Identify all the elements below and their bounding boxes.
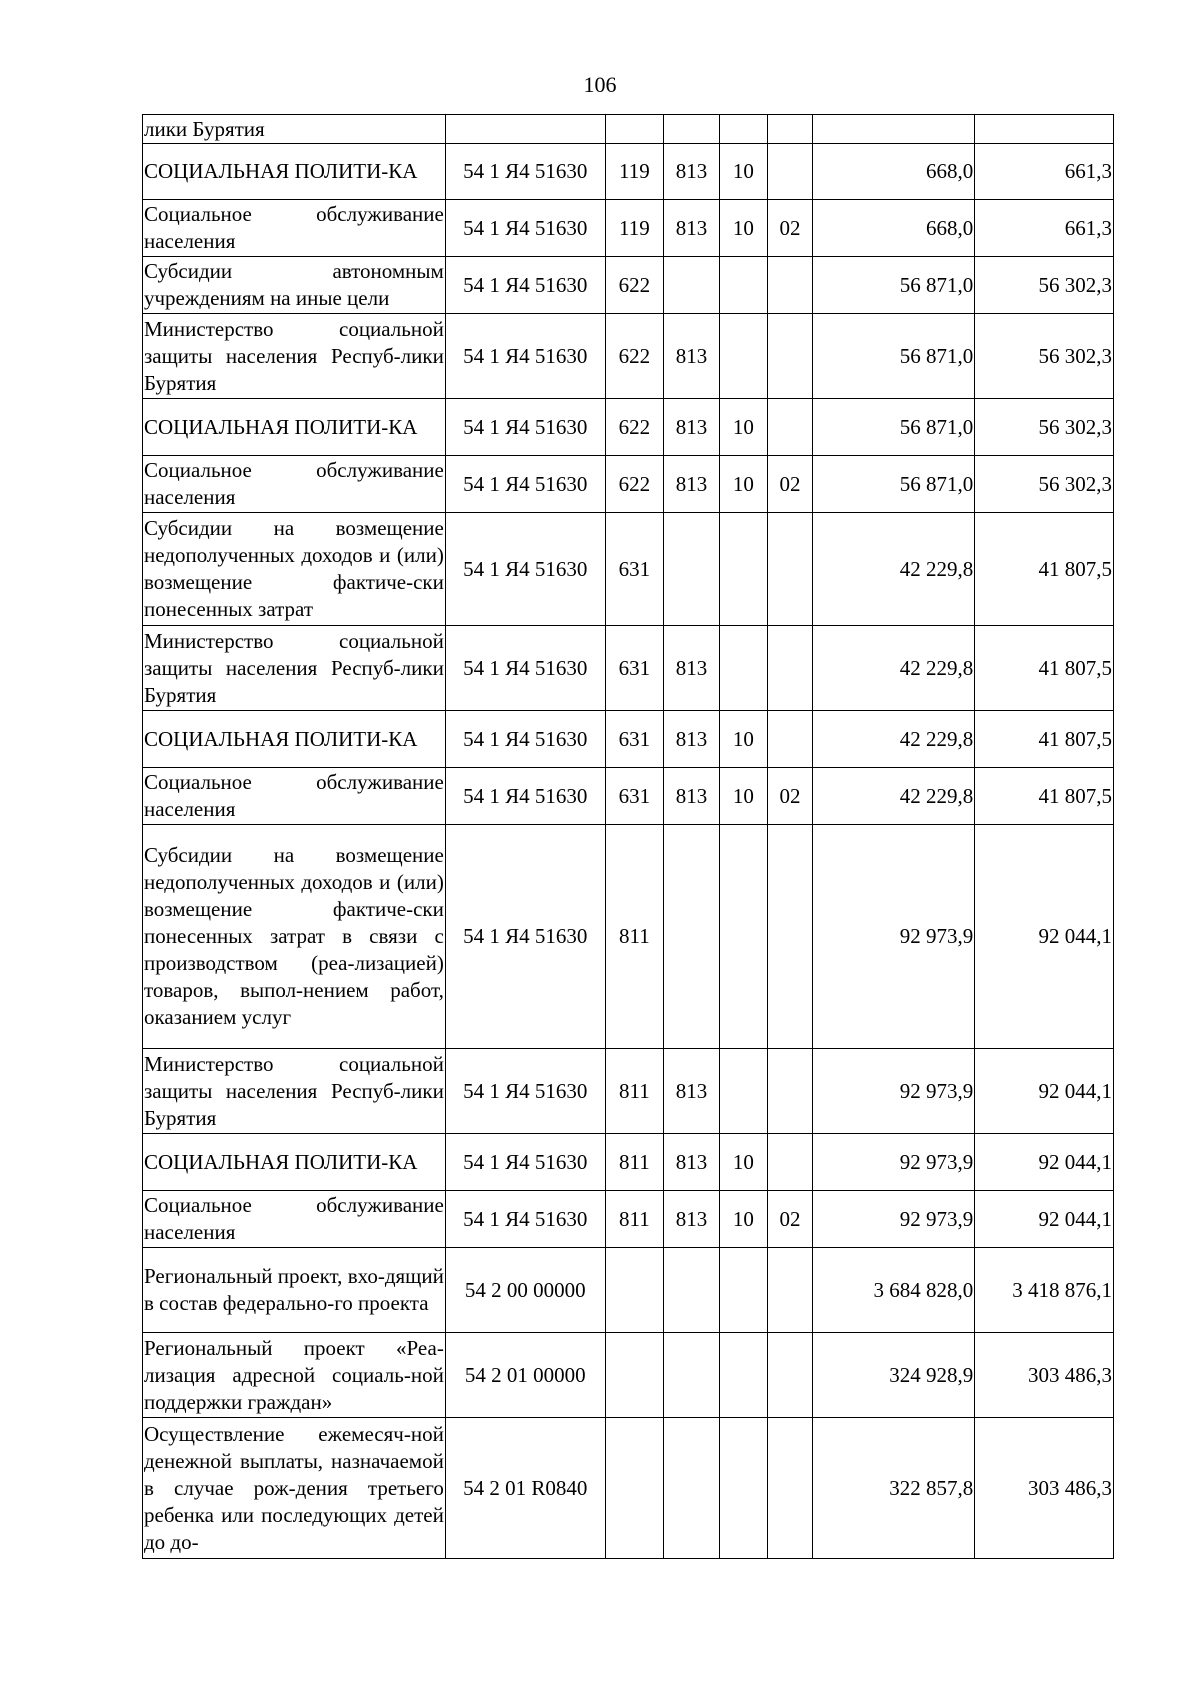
- table-row: [143, 1191, 1114, 1248]
- row-gr: 813: [663, 1191, 719, 1248]
- row-gr: [663, 1333, 719, 1418]
- row-vr: 631: [605, 626, 663, 711]
- row-sum-1: 92 973,9: [813, 1134, 975, 1191]
- row-code: [445, 115, 605, 144]
- table-body: [143, 115, 1114, 1559]
- row-sum-1: [813, 115, 975, 144]
- table-row: [143, 1333, 1114, 1418]
- table-row: [143, 257, 1114, 314]
- table-row: [143, 144, 1114, 200]
- row-rz: 10: [720, 399, 768, 456]
- table-row: [143, 711, 1114, 768]
- table-row: [143, 626, 1114, 711]
- row-gr: 813: [663, 399, 719, 456]
- row-code: 54 1 Я4 51630: [445, 1134, 605, 1191]
- row-vr: 811: [605, 825, 663, 1049]
- row-pr: [767, 1418, 813, 1559]
- table-row: [143, 1248, 1114, 1333]
- row-gr: 813: [663, 144, 719, 200]
- row-vr: 631: [605, 513, 663, 626]
- row-vr: 622: [605, 314, 663, 399]
- row-gr: 813: [663, 1134, 719, 1191]
- row-code: 54 1 Я4 51630: [445, 314, 605, 399]
- row-rz: 10: [720, 456, 768, 513]
- row-sum-1: 92 973,9: [813, 1049, 975, 1134]
- row-sum-1: 56 871,0: [813, 257, 975, 314]
- row-sum-2: 41 807,5: [975, 768, 1114, 825]
- table-row: [143, 200, 1114, 257]
- row-vr: [605, 1418, 663, 1559]
- row-sum-1: 3 684 828,0: [813, 1248, 975, 1333]
- row-pr: [767, 115, 813, 144]
- row-code: 54 1 Я4 51630: [445, 456, 605, 513]
- row-sum-1: 42 229,8: [813, 711, 975, 768]
- row-name: Министерство социальной защиты населения Респуб-лики Бурятия: [143, 626, 446, 711]
- row-sum-1: 42 229,8: [813, 513, 975, 626]
- row-code: 54 2 01 00000: [445, 1333, 605, 1418]
- row-name: Министерство социальной защиты населения Респуб-лики Бурятия: [143, 1049, 446, 1134]
- row-sum-2: 41 807,5: [975, 626, 1114, 711]
- row-name: Социальное обслуживание населения: [143, 200, 446, 257]
- row-gr: 813: [663, 456, 719, 513]
- row-sum-1: 56 871,0: [813, 399, 975, 456]
- row-vr: 631: [605, 711, 663, 768]
- row-name: Министерство социальной защиты населения Респуб-лики Бурятия: [143, 314, 446, 399]
- row-sum-1: 322 857,8: [813, 1418, 975, 1559]
- row-sum-1: 92 973,9: [813, 825, 975, 1049]
- row-rz: [720, 1333, 768, 1418]
- row-sum-2: [975, 115, 1114, 144]
- row-vr: 631: [605, 768, 663, 825]
- row-sum-1: 668,0: [813, 144, 975, 200]
- row-name: Субсидии на возмещение недополученных доходов и (или) возмещение фактиче-ски понесенных затрат: [143, 513, 446, 626]
- row-sum-2: 661,3: [975, 144, 1114, 200]
- row-vr: 119: [605, 200, 663, 257]
- row-name: Осуществление ежемесяч-ной денежной выплаты, назначаемой в случае рож-дения третьего ребенка или последующих детей до до-: [143, 1418, 446, 1559]
- row-pr: [767, 1248, 813, 1333]
- row-vr: 622: [605, 399, 663, 456]
- row-vr: 119: [605, 144, 663, 200]
- row-sum-2: 56 302,3: [975, 314, 1114, 399]
- page-number: 106: [583, 72, 617, 97]
- row-pr: 02: [767, 456, 813, 513]
- row-gr: [663, 1248, 719, 1333]
- row-code: 54 1 Я4 51630: [445, 768, 605, 825]
- row-vr: [605, 1248, 663, 1333]
- row-pr: [767, 626, 813, 711]
- row-rz: [720, 1418, 768, 1559]
- row-sum-2: 56 302,3: [975, 456, 1114, 513]
- row-pr: [767, 399, 813, 456]
- row-name: СОЦИАЛЬНАЯ ПОЛИТИ-КА: [143, 399, 446, 456]
- row-name: Субсидии автономным учреждениям на иные цели: [143, 257, 446, 314]
- row-name: Социальное обслуживание населения: [143, 768, 446, 825]
- row-pr: [767, 1134, 813, 1191]
- row-code: 54 1 Я4 51630: [445, 399, 605, 456]
- row-rz: [720, 1049, 768, 1134]
- row-code: 54 1 Я4 51630: [445, 200, 605, 257]
- table-row: [143, 1134, 1114, 1191]
- row-sum-2: 41 807,5: [975, 711, 1114, 768]
- row-vr: 811: [605, 1049, 663, 1134]
- row-code: 54 1 Я4 51630: [445, 1049, 605, 1134]
- row-pr: 02: [767, 200, 813, 257]
- row-sum-2: 92 044,1: [975, 1049, 1114, 1134]
- row-pr: [767, 257, 813, 314]
- row-sum-2: 661,3: [975, 200, 1114, 257]
- table-row: [143, 1049, 1114, 1134]
- row-code: 54 1 Я4 51630: [445, 1191, 605, 1248]
- row-name: СОЦИАЛЬНАЯ ПОЛИТИ-КА: [143, 144, 446, 200]
- row-sum-2: 56 302,3: [975, 399, 1114, 456]
- row-vr: 811: [605, 1191, 663, 1248]
- table-row: [143, 456, 1114, 513]
- row-sum-2: 41 807,5: [975, 513, 1114, 626]
- row-rz: 10: [720, 144, 768, 200]
- budget-table: [142, 114, 1114, 1559]
- row-name: СОЦИАЛЬНАЯ ПОЛИТИ-КА: [143, 1134, 446, 1191]
- row-rz: [720, 257, 768, 314]
- row-pr: [767, 711, 813, 768]
- row-pr: [767, 314, 813, 399]
- row-gr: [663, 513, 719, 626]
- row-name: Региональный проект «Реа-лизация адресной социаль-ной поддержки граждан»: [143, 1333, 446, 1418]
- row-sum-2: 92 044,1: [975, 1191, 1114, 1248]
- row-sum-2: 56 302,3: [975, 257, 1114, 314]
- row-gr: 813: [663, 626, 719, 711]
- row-vr: 622: [605, 257, 663, 314]
- row-pr: [767, 1333, 813, 1418]
- row-name: СОЦИАЛЬНАЯ ПОЛИТИ-КА: [143, 711, 446, 768]
- row-name: Социальное обслуживание населения: [143, 456, 446, 513]
- row-sum-1: 42 229,8: [813, 626, 975, 711]
- row-pr: 02: [767, 768, 813, 825]
- table-row: [143, 115, 1114, 144]
- row-sum-2: 303 486,3: [975, 1333, 1114, 1418]
- row-gr: [663, 257, 719, 314]
- row-rz: 10: [720, 711, 768, 768]
- row-gr: [663, 1418, 719, 1559]
- row-sum-1: 42 229,8: [813, 768, 975, 825]
- row-sum-2: 92 044,1: [975, 1134, 1114, 1191]
- row-pr: [767, 825, 813, 1049]
- table-row: [143, 825, 1114, 1049]
- row-sum-1: 56 871,0: [813, 314, 975, 399]
- row-rz: [720, 1248, 768, 1333]
- row-name: лики Бурятия: [143, 115, 446, 144]
- row-vr: [605, 1333, 663, 1418]
- table-row: [143, 768, 1114, 825]
- row-rz: [720, 314, 768, 399]
- table-row: [143, 513, 1114, 626]
- row-gr: 813: [663, 314, 719, 399]
- row-code: 54 1 Я4 51630: [445, 513, 605, 626]
- row-gr: 813: [663, 1049, 719, 1134]
- row-code: 54 2 00 00000: [445, 1248, 605, 1333]
- row-name: Субсидии на возмещение недополученных доходов и (или) возмещение фактиче-ски понесенных затрат в связи с производством (реа-лизацией) товаров, выпол-нением работ, оказанием услуг: [143, 825, 446, 1049]
- row-rz: [720, 626, 768, 711]
- row-vr: [605, 115, 663, 144]
- row-pr: [767, 144, 813, 200]
- row-gr: 813: [663, 768, 719, 825]
- row-rz: 10: [720, 768, 768, 825]
- row-pr: [767, 1049, 813, 1134]
- row-gr: 813: [663, 711, 719, 768]
- row-gr: 813: [663, 200, 719, 257]
- row-name: Региональный проект, вхо-дящий в состав федерально-го проекта: [143, 1248, 446, 1333]
- row-sum-2: 92 044,1: [975, 825, 1114, 1049]
- row-sum-1: 324 928,9: [813, 1333, 975, 1418]
- row-code: 54 1 Я4 51630: [445, 626, 605, 711]
- row-gr: [663, 115, 719, 144]
- row-gr: [663, 825, 719, 1049]
- table-row: [143, 1418, 1114, 1559]
- row-sum-1: 92 973,9: [813, 1191, 975, 1248]
- row-sum-1: 668,0: [813, 200, 975, 257]
- row-code: 54 2 01 R0840: [445, 1418, 605, 1559]
- row-pr: 02: [767, 1191, 813, 1248]
- row-code: 54 1 Я4 51630: [445, 825, 605, 1049]
- row-rz: [720, 115, 768, 144]
- row-code: 54 1 Я4 51630: [445, 257, 605, 314]
- row-code: 54 1 Я4 51630: [445, 144, 605, 200]
- row-rz: 10: [720, 200, 768, 257]
- row-vr: 811: [605, 1134, 663, 1191]
- row-rz: [720, 513, 768, 626]
- row-code: 54 1 Я4 51630: [445, 711, 605, 768]
- table-row: [143, 314, 1114, 399]
- row-sum-1: 56 871,0: [813, 456, 975, 513]
- row-sum-2: 3 418 876,1: [975, 1248, 1114, 1333]
- row-pr: [767, 513, 813, 626]
- row-name: Социальное обслуживание населения: [143, 1191, 446, 1248]
- table-row: [143, 399, 1114, 456]
- row-rz: [720, 825, 768, 1049]
- row-sum-2: 303 486,3: [975, 1418, 1114, 1559]
- row-vr: 622: [605, 456, 663, 513]
- row-rz: 10: [720, 1191, 768, 1248]
- row-rz: 10: [720, 1134, 768, 1191]
